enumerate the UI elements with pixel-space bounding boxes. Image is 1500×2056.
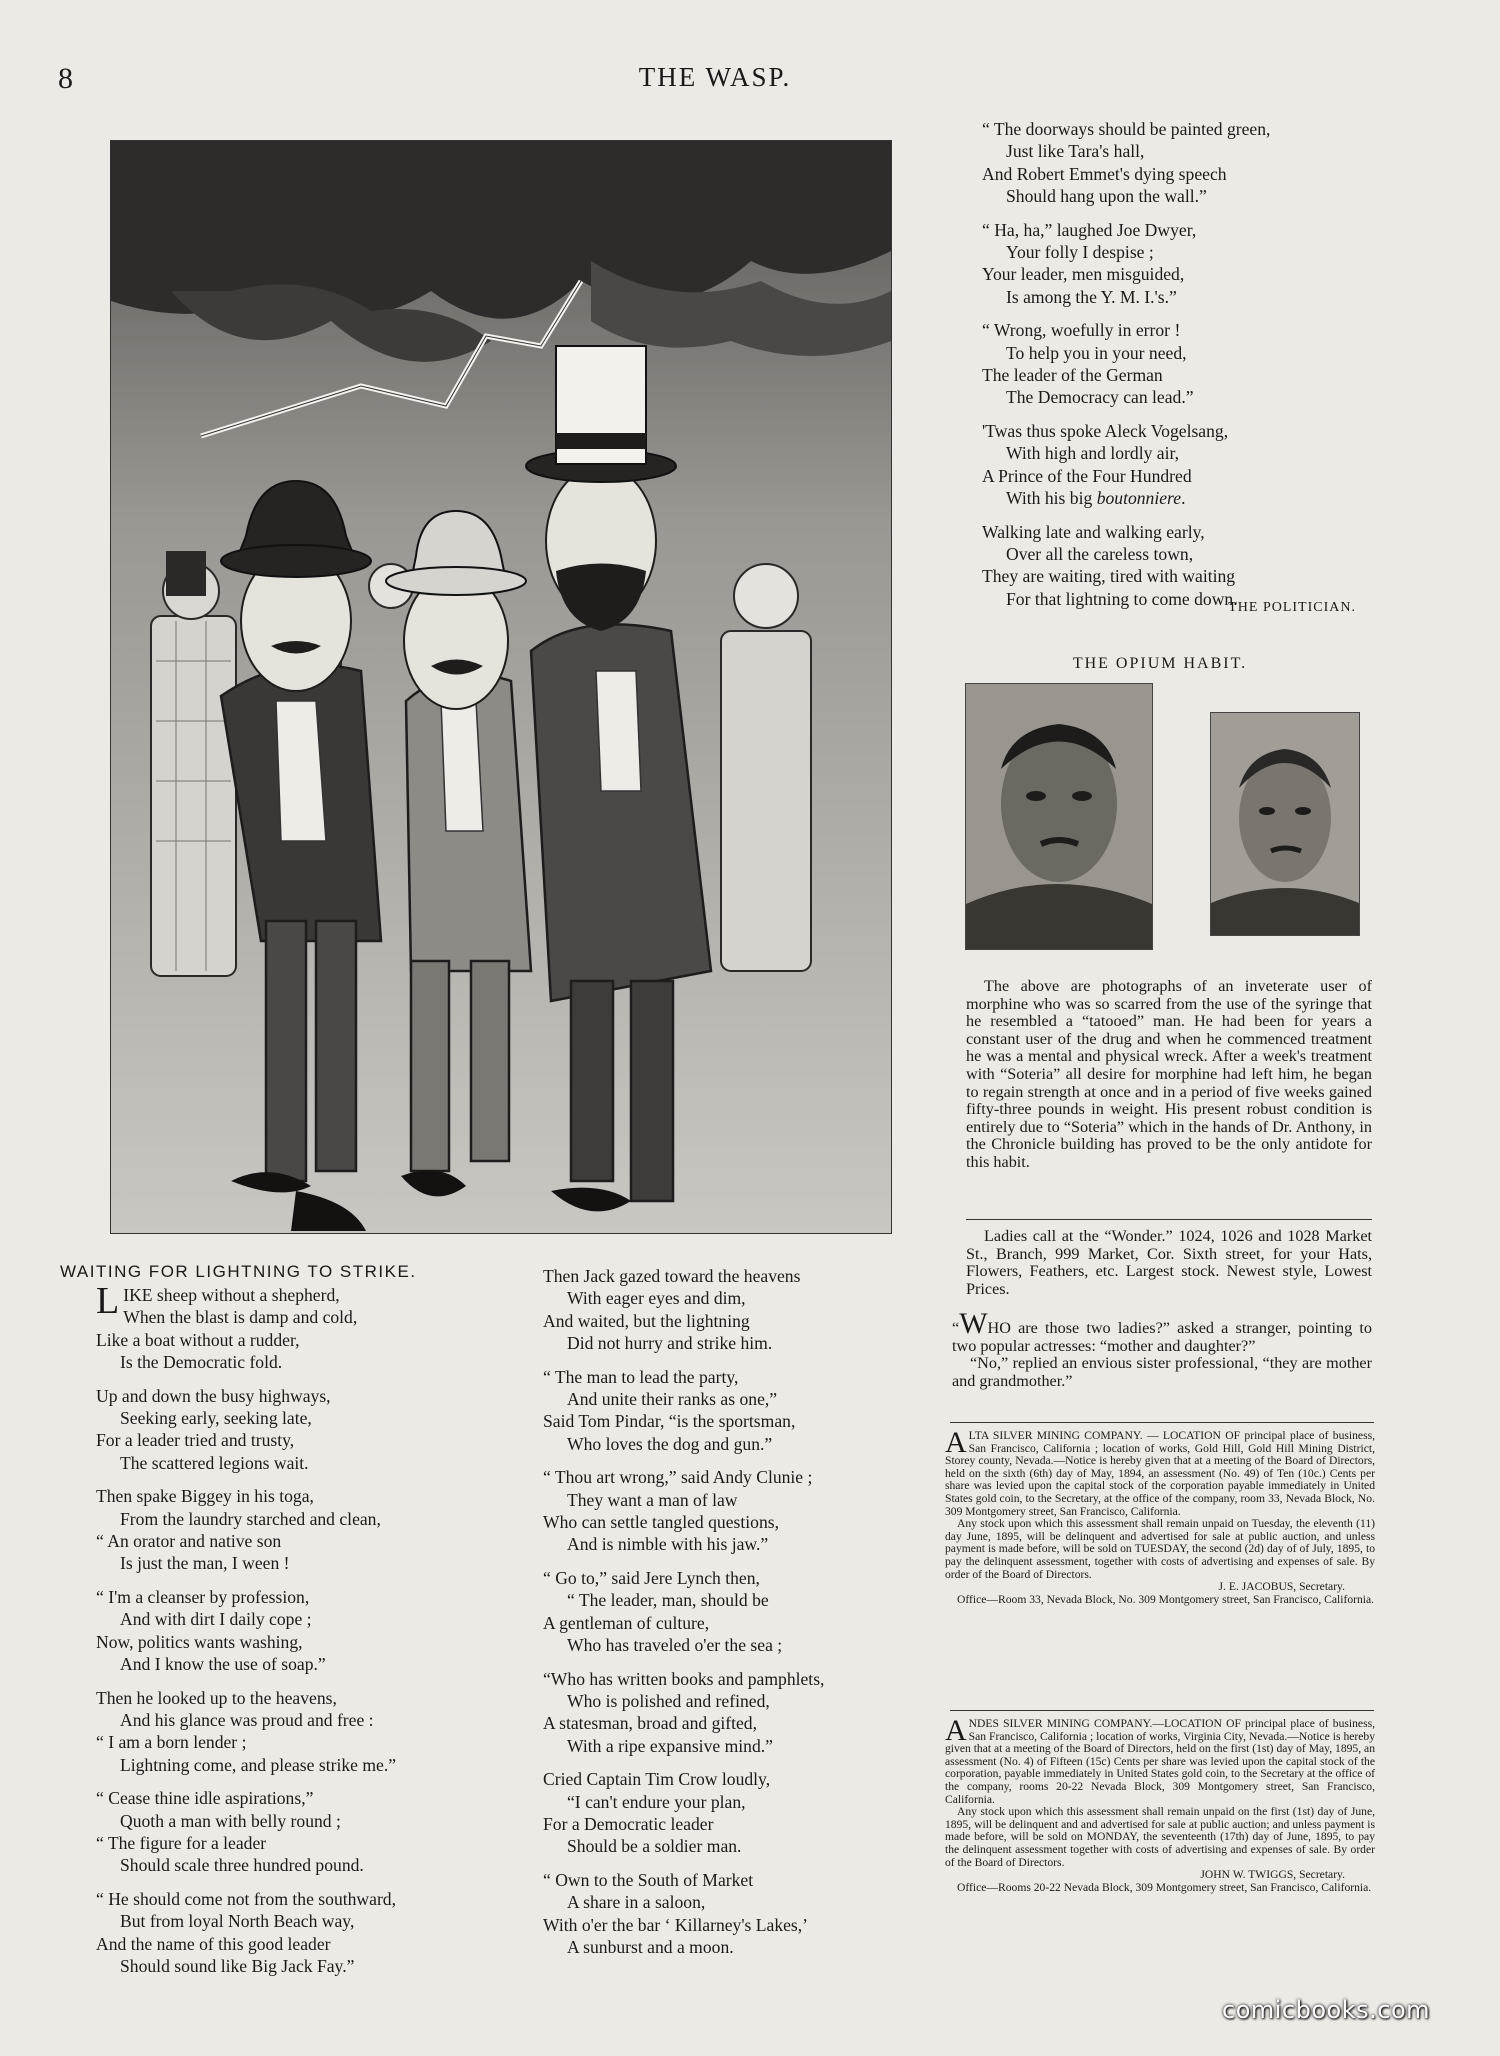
poem-line: Who loves the dog and gun.” [567, 1433, 773, 1454]
poem-line: A gentleman of culture, [543, 1612, 710, 1633]
poem-line: To help you in your need, [1006, 342, 1187, 363]
poem-stanza [982, 219, 1362, 309]
poem-stanza [96, 1787, 476, 1877]
poem-line: Is the Democratic fold. [120, 1352, 283, 1373]
wonder-advertisement: Ladies call at the “Wonder.” 1024, 1026 and 1028 Market St., Branch, 999 Market, Cor. Sixth street, for your Hats, Flowers, Feathers, etc. Largest stock. Newest style, Lowest Prices. [966, 1227, 1372, 1298]
poem-line: “ I am a born lender ; [96, 1732, 247, 1753]
poem-line: “ Ha, ha,” laughed Joe Dwyer, [982, 219, 1197, 240]
andes-office: Office—Rooms 20-22 Nevada Block, 309 Montgomery street, San Francisco, California. [957, 1880, 1372, 1894]
poem-line: “ He should come not from the southward, [96, 1888, 397, 1909]
poem-line: “ The figure for a leader [96, 1832, 267, 1853]
poem-line: A Prince of the Four Hundred [982, 465, 1192, 486]
alta-body: LTA SILVER MINING COMPANY. — LOCATION OF principal place of business, San Francisco, California ; location of works, Gold Hill, Gold Hill Mining District, Storey county, Nevada.—Notice is hereby given that at a meeting of the Board of Directors, held on the sixth (6th) day of May, 1894, an assessment (No. 49) of Ten (10c.) Cents per share was levied upon the capital stock of the corporation payable immediately in United States gold coin, to the Secretary, at the office of the company, room 33, Nevada Block, No. 309 Montgomery street, San Francisco, California. [945, 1429, 1375, 1518]
poem-line: Then spake Biggey in his toga, [96, 1486, 314, 1507]
poem-line: “ The man to lead the party, [543, 1366, 739, 1387]
poem-dropcap: L [96, 1280, 120, 1322]
poem-column-3 [982, 118, 1362, 621]
poem-stanza [982, 319, 1362, 409]
poem-stanza [96, 1687, 476, 1777]
joke-open-quote: “ [952, 1319, 960, 1337]
poem-line: Should sound like Big Jack Fay.” [120, 1955, 355, 1976]
poem-line: Now, politics wants washing, [96, 1631, 303, 1652]
poem-line: Is just the man, I ween ! [120, 1553, 290, 1574]
opium-heading: THE OPIUM HABIT. [1072, 655, 1248, 672]
poem-line: “ Cease thine idle aspirations,” [96, 1788, 314, 1809]
poem-line: Over all the careless town, [1006, 543, 1194, 564]
page-number: 8 [58, 62, 73, 95]
poem-stanza [982, 521, 1362, 611]
poem-stanza [982, 118, 1362, 208]
poem-line: With eager eyes and dim, [567, 1288, 746, 1309]
poem-line: Who is polished and refined, [567, 1690, 770, 1711]
poem-line: Who can settle tangled questions, [543, 1512, 779, 1533]
poem-line: IKE sheep without a shepherd, [123, 1285, 340, 1305]
poem-stanza [543, 1869, 903, 1959]
poem-stanza [543, 1668, 903, 1758]
poem-stanza [982, 420, 1362, 510]
poem-line: And is nimble with his jaw.” [567, 1534, 769, 1555]
poem-line: “ An orator and native son [96, 1531, 282, 1552]
divider [950, 1422, 1374, 1423]
poem-line: “ The doorways should be painted green, [982, 119, 1271, 139]
joke-dropcap: W [959, 1307, 988, 1340]
poem-column-1 [96, 1280, 476, 1988]
poem-line: Should scale three hundred pound. [120, 1855, 364, 1876]
andes-body: NDES SILVER MINING COMPANY.—LOCATION OF principal place of business, San Francisco, California ; location of works, Virginia City, Nevada.—Notice is hereby given that at a meeting of the Board of Directors, held on the first (1st) day of May, 1895, an assessment (No. 4) of Fifteen (15c) Cents per share was levied upon the capital stock of the corporation, payable immediately in United States gold coin, to the Secretary at the office of the company, rooms 20-22 Nevada Block, 309 Montgomery street, San Francisco, California. [945, 1717, 1375, 1806]
poem-title: WAITING FOR LIGHTNING TO STRIKE. [60, 1262, 417, 1281]
poem-line: Just like Tara's hall, [1006, 141, 1145, 162]
joke-paragraph [952, 1307, 1372, 1390]
poem-line: Quoth a man with belly round ; [120, 1810, 341, 1831]
poem-line: And the name of this good leader [96, 1933, 331, 1954]
poem-line: Should be a soldier man. [567, 1836, 742, 1857]
alta-body-2: Any stock upon which this assessment shall remain unpaid on Tuesday, the eleventh (11) day June, 1895, will be delinquent and advertised for sale at public auction, and unless payment is made before, will be sold on TUESDAY, the second (2d) day of of July, 1895, to pay the delinquent assessment, together with costs of advertising and expenses of sale. By order of the Board of Directors. [945, 1517, 1375, 1581]
poem-line: The Democracy can lead.” [1006, 387, 1194, 408]
divider [966, 1219, 1372, 1220]
poem-line: And unite their ranks as one,” [567, 1389, 778, 1410]
poem-column-2 [543, 1265, 903, 1969]
poem-line: Who has traveled o'er the sea ; [567, 1635, 783, 1656]
andes-mining-notice [945, 1714, 1375, 1894]
poem-line: Then he looked up to the heavens, [96, 1687, 337, 1708]
andes-dropcap: A [945, 1714, 967, 1747]
poem-line: “ Wrong, woefully in error ! [982, 320, 1181, 341]
poem-line: Your leader, men misguided, [982, 264, 1185, 285]
poem-line: From the laundry starched and clean, [120, 1508, 381, 1529]
poem-line: Up and down the busy highways, [96, 1385, 331, 1406]
poem-line: Then Jack gazed toward the heavens [543, 1266, 801, 1286]
poem-line: For a Democratic leader [543, 1813, 714, 1834]
poem-line: “I can't endure your plan, [567, 1791, 746, 1812]
poem-stanza [543, 1768, 903, 1858]
poem-stanza [543, 1265, 903, 1355]
poem-line: Should hang upon the wall.” [1006, 186, 1207, 207]
poem-line: With high and lordly air, [1006, 443, 1180, 464]
andes-body-2: Any stock upon which this assessment shall remain unpaid on the first (1st) day of June, 1895, will be delinquent and and advertised for sale at public auction; and unless payment is made before, will be sold on MONDAY, the seventeenth (17th) day of June, 1895, to pay the delinquent assessment together with costs of advertising and expenses of sale. By order of the Board of Directors. [945, 1805, 1375, 1869]
poem-stanza [96, 1385, 476, 1475]
poem-line: The scattered legions wait. [120, 1452, 309, 1473]
poem-line: And with dirt I daily cope ; [120, 1609, 312, 1630]
poem-stanza [543, 1466, 903, 1556]
masthead: THE WASP. [638, 62, 792, 92]
poem-line: For a leader tried and trusty, [96, 1430, 295, 1451]
poem-signature: THE POLITICIAN. [1228, 600, 1356, 615]
andes-secretary: JOHN W. TWIGGS, Secretary. [1200, 1868, 1345, 1882]
poem-line: But from loyal North Beach way, [120, 1911, 355, 1932]
alta-mining-notice [945, 1426, 1375, 1606]
cartoon-illustration [110, 140, 892, 1234]
poem-line: And his glance was proud and free : [120, 1709, 374, 1730]
poem-line: 'Twas thus spoke Aleck Vogelsang, [982, 420, 1229, 441]
joke-line-1: HO are those two ladies?” asked a stranger, pointing to two popular actresses: “mother and daughter?” [952, 1319, 1372, 1355]
poem-line: Lightning come, and please strike me.” [120, 1754, 397, 1775]
alta-office: Office—Room 33, Nevada Block, No. 309 Montgomery street, San Francisco, California. [957, 1592, 1375, 1606]
poem-line: And I know the use of soap.” [120, 1654, 326, 1675]
poem-stanza [543, 1567, 903, 1657]
poem-stanza [96, 1586, 476, 1676]
poem-line: “ Own to the South of Market [543, 1869, 754, 1890]
poem-line: Did not hurry and strike him. [567, 1333, 773, 1354]
opium-article: The above are photographs of an inveterate user of morphine who was so scarred from the use of the syringe that he resembled a “tatooed” man. He had been for years a constant user of the drug and when he commenced treatment he was a mental and physical wreck. After a week's treatment with “Soteria” all desire for morphine had left him, he began to regain strength at once and in a period of five weeks gained fifty-three pounds in weight. His present robust condition is entirely due to “Soteria” which in the hands of Dr. Anthony, in the Chronicle building has proved to be the only antidote for this habit. [966, 977, 1372, 1171]
poem-line: “ I'm a cleanser by profession, [96, 1586, 310, 1607]
poem-line: Said Tom Pindar, “is the sportsman, [543, 1411, 796, 1432]
poem-line: A sunburst and a moon. [567, 1936, 734, 1957]
divider [950, 1710, 1374, 1711]
poem-line: They are waiting, tired with waiting [982, 566, 1236, 587]
joke-line-2: “No,” replied an envious sister professional, “they are mother and grandmother.” [952, 1354, 1372, 1390]
alta-dropcap: A [945, 1426, 967, 1459]
poem-line: A statesman, broad and gifted, [543, 1713, 758, 1734]
poem-line: “ Thou art wrong,” said Andy Clunie ; [543, 1467, 813, 1488]
poem-line: Cried Captain Tim Crow loudly, [543, 1769, 771, 1790]
poem-line: Is among the Y. M. I.'s.” [1006, 286, 1177, 307]
poem-stanza [96, 1485, 476, 1575]
poem-line: And Robert Emmet's dying speech [982, 163, 1227, 184]
poem-stanza [543, 1366, 903, 1456]
poem-line: And waited, but the lightning [543, 1310, 750, 1331]
poem-line: They want a man of law [567, 1489, 738, 1510]
photo-left [965, 683, 1153, 950]
poem-line: With o'er the bar ‘ Killarney's Lakes,’ [543, 1914, 809, 1935]
watermark: comicbooks.com [1222, 1996, 1431, 2024]
poem-line: The leader of the German [982, 365, 1163, 386]
poem-line: A share in a saloon, [567, 1892, 706, 1913]
poem-line: Your folly I despise ; [1006, 242, 1154, 263]
poem-line: “Who has written books and pamphlets, [543, 1668, 825, 1689]
poem-line: For that lightning to come down. [1006, 588, 1238, 609]
photo-right [1210, 712, 1360, 936]
poem-line: With a ripe expansive mind.” [567, 1735, 773, 1756]
poem-line: Seeking early, seeking late, [120, 1408, 312, 1429]
alta-secretary: J. E. JACOBUS, Secretary. [1218, 1580, 1345, 1594]
poem-line: With his big boutonniere. [1006, 488, 1186, 509]
poem-line: When the blast is damp and cold, [123, 1307, 358, 1328]
poem-line: “ Go to,” said Jere Lynch then, [543, 1567, 760, 1588]
poem-line: Walking late and walking early, [982, 521, 1205, 542]
poem-stanza [96, 1888, 476, 1978]
poem-line: “ The leader, man, should be [567, 1590, 769, 1611]
poem-line: Like a boat without a rudder, [96, 1329, 300, 1350]
